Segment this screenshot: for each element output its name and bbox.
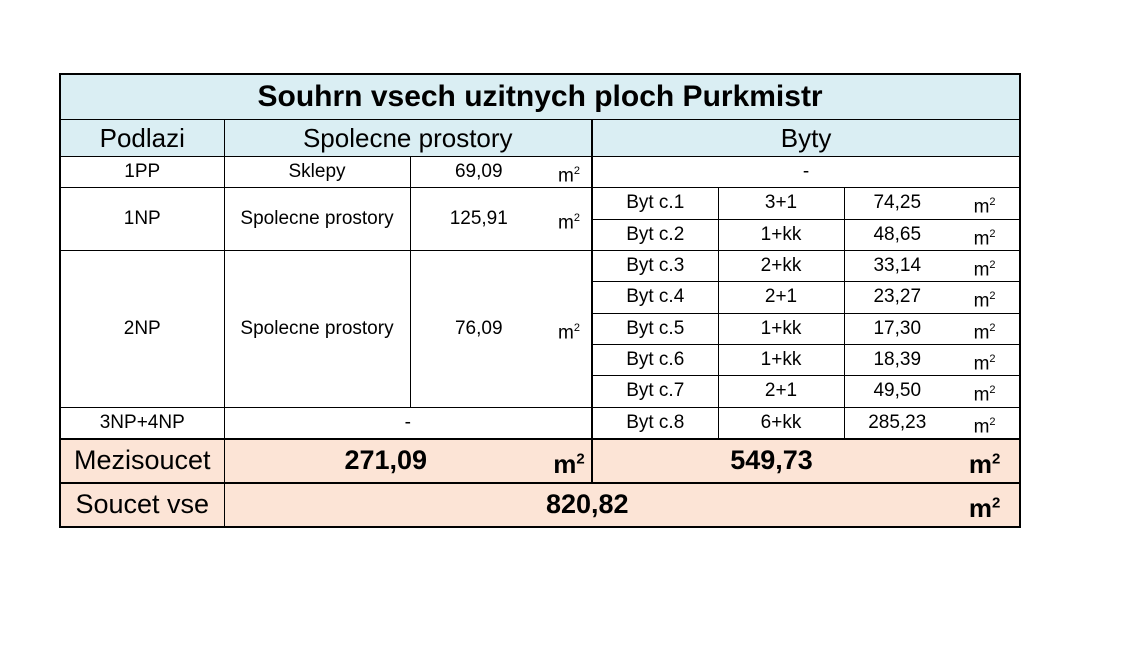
unit-label: $m^2$ [950, 250, 1020, 281]
flat-area: 18,39 [844, 344, 950, 375]
flat-area: 49,50 [844, 376, 950, 407]
flat-layout: 1+kk [718, 313, 844, 344]
header-floor: Podlazi [60, 120, 224, 157]
unit-label: $m^2$ [950, 188, 1020, 219]
common-empty-3np-4np: - [224, 407, 592, 439]
header-common: Spolecne prostory [224, 120, 592, 157]
unit-label: $m^2$ [950, 483, 1020, 527]
subtotal-common: 271,09 [224, 439, 547, 483]
flat-layout: 1+kk [718, 344, 844, 375]
flat-area: 285,23 [844, 407, 950, 439]
table-row [60, 188, 1020, 219]
table-row [60, 250, 1020, 281]
table-title: Souhrn vsech uzitnych ploch Purkmistr [60, 74, 1020, 120]
unit-label: $m^2$ [547, 439, 592, 483]
common-area-1np: 125,91 [410, 188, 547, 251]
title-row [60, 74, 1020, 120]
flat-name: Byt c.6 [592, 344, 718, 375]
flat-name: Byt c.4 [592, 282, 718, 313]
area-summary-table [59, 73, 1021, 528]
unit-label: $m^2$ [950, 282, 1020, 313]
floor-1np: 1NP [60, 188, 224, 251]
floor-3np-4np: 3NP+4NP [60, 407, 224, 439]
flat-layout: 3+1 [718, 188, 844, 219]
subtotal-flats: 549,73 [592, 439, 950, 483]
subtotal-row [60, 439, 1020, 483]
flat-area: 17,30 [844, 313, 950, 344]
flat-name: Byt c.8 [592, 407, 718, 439]
unit-label: $m^2$ [950, 407, 1020, 439]
subtotal-label: Mezisoucet [60, 439, 224, 483]
flat-area: 74,25 [844, 188, 950, 219]
flat-name: Byt c.2 [592, 219, 718, 250]
common-name-1np: Spolecne prostory [224, 188, 410, 251]
flat-layout: 6+kk [718, 407, 844, 439]
flats-empty-1pp: - [592, 157, 1020, 188]
unit-label: $m^2$ [547, 250, 592, 407]
flat-name: Byt c.1 [592, 188, 718, 219]
unit-label: $m^2$ [547, 188, 592, 251]
total-value: 820,82 [224, 483, 950, 527]
flat-area: 33,14 [844, 250, 950, 281]
flat-layout: 2+kk [718, 250, 844, 281]
flat-name: Byt c.3 [592, 250, 718, 281]
floor-2np: 2NP [60, 250, 224, 407]
common-area-2np: 76,09 [410, 250, 547, 407]
unit-label: $m^2$ [950, 313, 1020, 344]
flat-name: Byt c.5 [592, 313, 718, 344]
common-name-2np: Spolecne prostory [224, 250, 410, 407]
flat-layout: 2+1 [718, 282, 844, 313]
common-name-1pp: Sklepy [224, 157, 410, 188]
unit-label: $m^2$ [950, 219, 1020, 250]
common-area-1pp: 69,09 [410, 157, 547, 188]
header-flats: Byty [592, 120, 1020, 157]
table-row [60, 157, 1020, 188]
header-row [60, 120, 1020, 157]
floor-1pp: 1PP [60, 157, 224, 188]
table-row [60, 407, 1020, 439]
unit-label: $m^2$ [950, 439, 1020, 483]
unit-label: $m^2$ [547, 157, 592, 188]
total-label: Soucet vse [60, 483, 224, 527]
unit-label: $m^2$ [950, 376, 1020, 407]
flat-area: 48,65 [844, 219, 950, 250]
flat-layout: 1+kk [718, 219, 844, 250]
total-row [60, 483, 1020, 527]
unit-label: $m^2$ [950, 344, 1020, 375]
flat-name: Byt c.7 [592, 376, 718, 407]
flat-area: 23,27 [844, 282, 950, 313]
flat-layout: 2+1 [718, 376, 844, 407]
